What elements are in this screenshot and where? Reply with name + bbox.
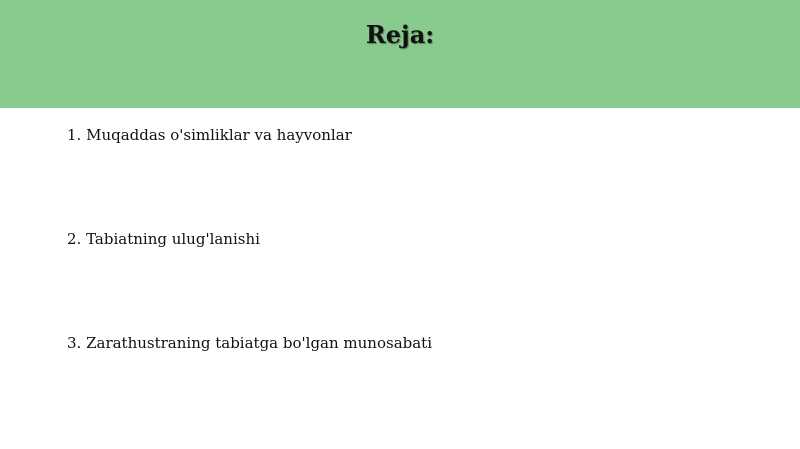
outline-item-3: 3. Zarathustraning tabiatga bo'lgan munosabati	[67, 334, 433, 352]
slide-title: Reja:	[365, 20, 435, 49]
outline-item-2: 2. Tabiatning ulug'lanishi	[67, 230, 260, 248]
header-band	[0, 0, 800, 108]
outline-list	[67, 125, 432, 437]
outline-item-1: 1. Muqaddas o'simliklar va hayvonlar	[67, 126, 352, 144]
